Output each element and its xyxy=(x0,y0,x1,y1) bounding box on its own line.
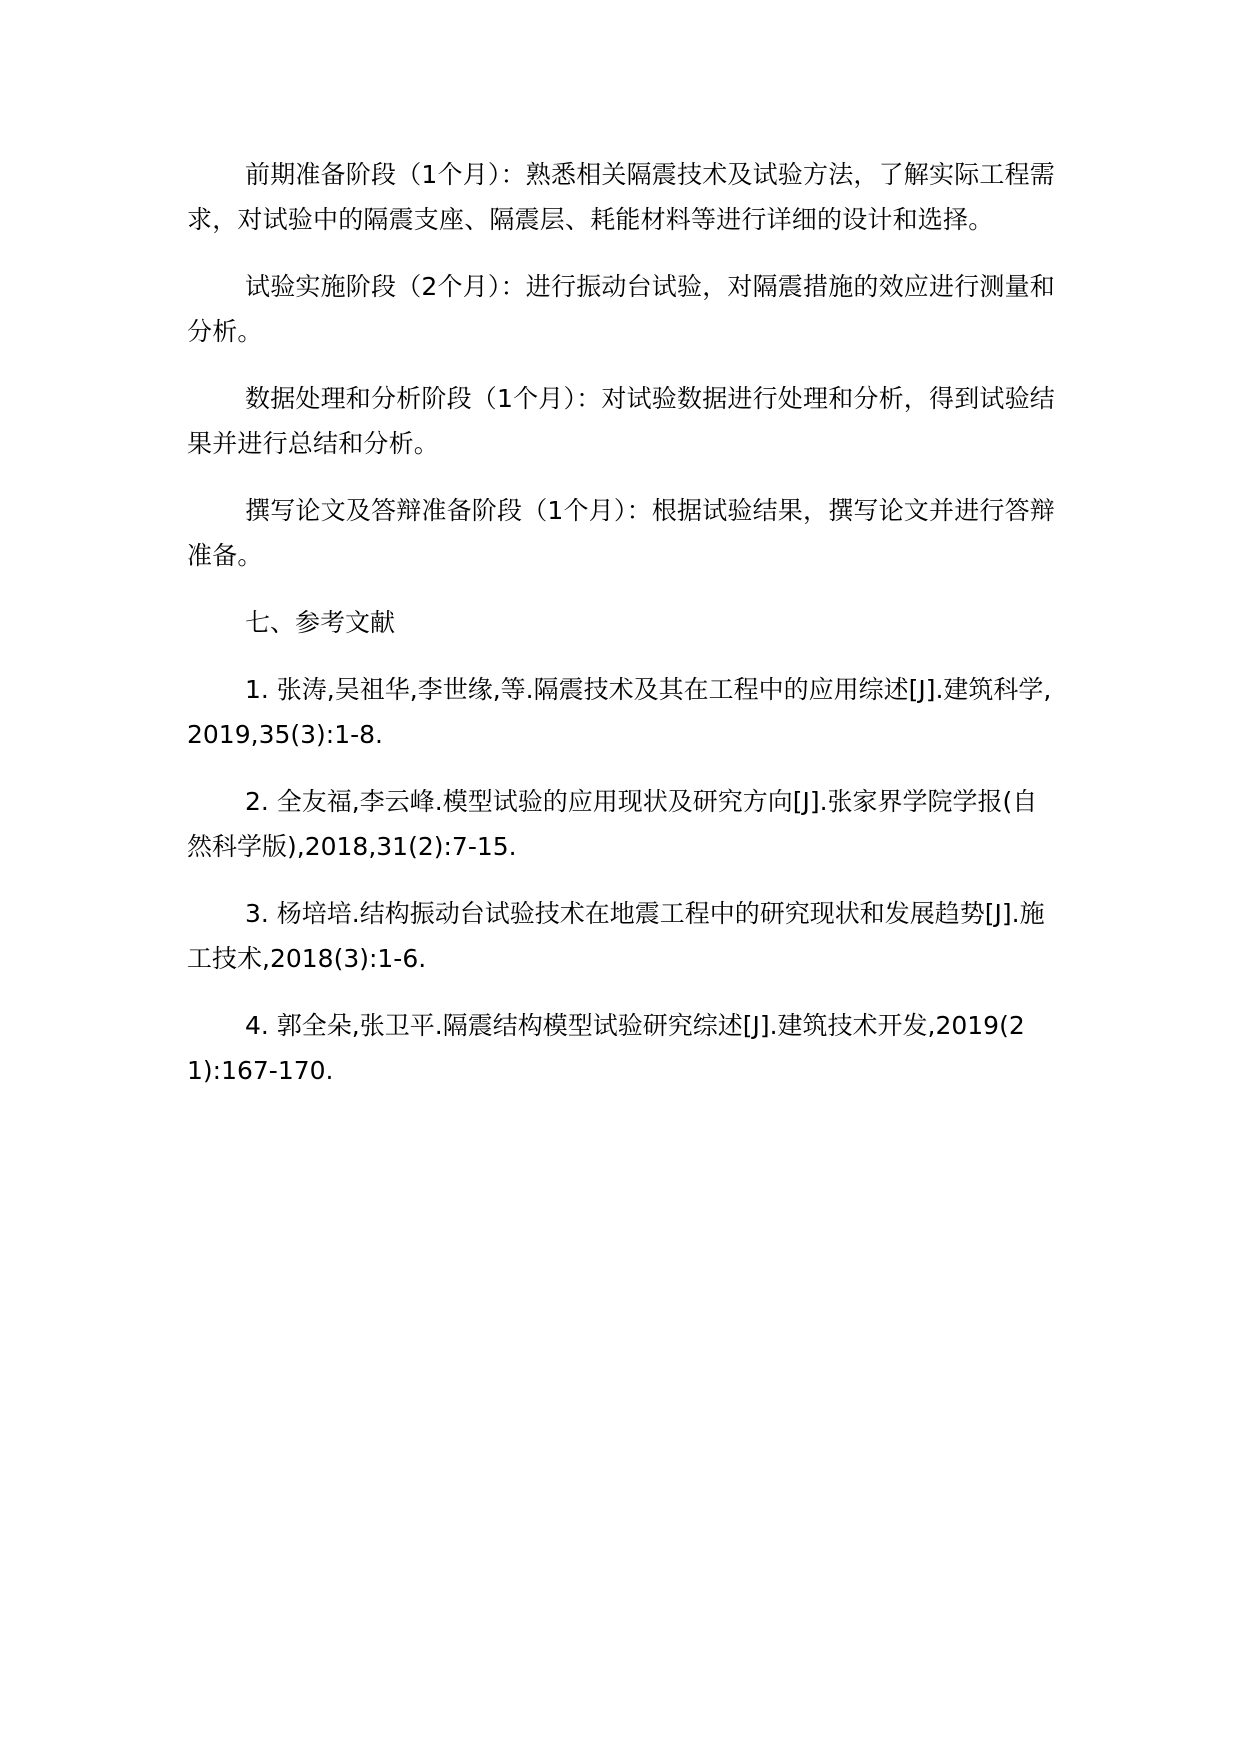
phase-experiment-paragraph: 试验实施阶段（2个月）：进行振动台试验，对隔震措施的效应进行测量和分析。 xyxy=(187,272,1056,346)
reference-item-3: 3. 杨培培.结构振动台试验技术在地震工程中的研究现状和发展趋势[J].施工技术,2018(3):1-6. xyxy=(187,899,1045,973)
phase-thesis-paragraph: 撰写论文及答辩准备阶段（1个月）：根据试验结果，撰写论文并进行答辩准备。 xyxy=(187,496,1056,570)
reference-item-1: 1. 张涛,吴祖华,李世缘,等.隔震技术及其在工程中的应用综述[J].建筑科学,2019,35(3):1-8. xyxy=(187,675,1052,749)
reference-item-4: 4. 郭全朵,张卫平.隔震结构模型试验研究综述[J].建筑技术开发,2019(21):167-170. xyxy=(187,1011,1025,1085)
phase-data-analysis-paragraph: 数据处理和分析阶段（1个月）：对试验数据进行处理和分析，得到试验结果并进行总结和分析。 xyxy=(187,384,1056,458)
references-heading: 七、参考文献 xyxy=(245,608,396,637)
reference-item-2: 2. 全友福,李云峰.模型试验的应用现状及研究方向[J].张家界学院学报(自然科学版),2018,31(2):7-15. xyxy=(187,787,1038,861)
phase-preparation-paragraph: 前期准备阶段（1个月）：熟悉相关隔震技术及试验方法，了解实际工程需求，对试验中的隔震支座、隔震层、耗能材料等进行详细的设计和选择。 xyxy=(187,160,1056,234)
document-page xyxy=(187,152,1057,1115)
